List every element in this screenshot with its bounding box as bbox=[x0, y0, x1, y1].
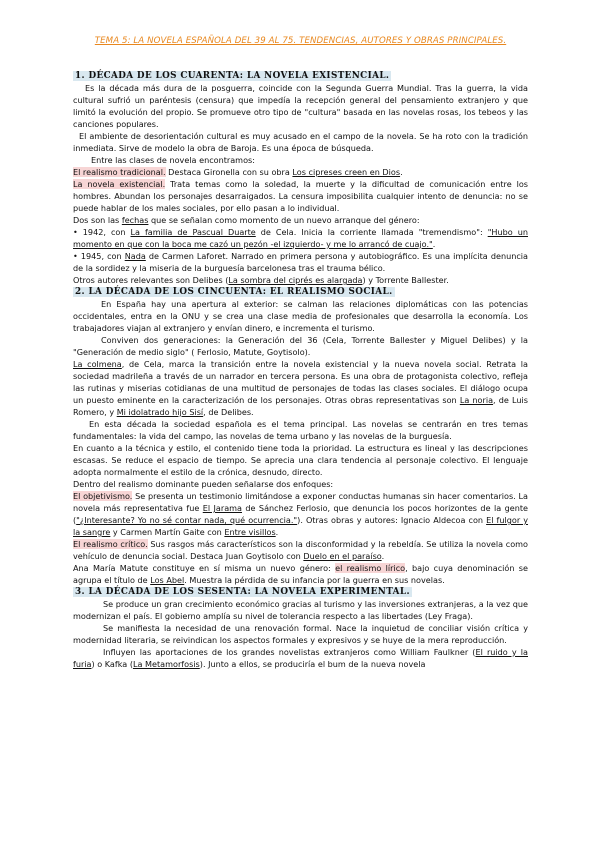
book-title: La Metamorfosis bbox=[132, 659, 200, 669]
book-title: Duelo en el paraíso bbox=[303, 551, 382, 561]
text-run: ) o Kafka ( bbox=[91, 659, 133, 669]
paragraph bbox=[73, 274, 528, 286]
book-title: Los Abel bbox=[150, 575, 185, 585]
text-run: • 1945, con bbox=[73, 251, 125, 261]
book-title: El fulgor y la sangre bbox=[73, 515, 529, 537]
text-run: Trata temas como la soledad, la muerte y la dificultad de comunicación entre los hombres. Abundan los personajes desarraigados. La censura imposibilita cualquier intento de denuncia: no se puede hablar de los males sociales, por ello pasan a lo individual. bbox=[73, 179, 528, 213]
text-run: Dos son las bbox=[73, 215, 122, 225]
text-run: Ana María Matute constituye en sí misma un nuevo género: bbox=[73, 563, 336, 573]
text-run: . bbox=[381, 551, 385, 561]
paragraph bbox=[73, 178, 528, 214]
text-run: , bajo cuya denominación se agrupa el título de bbox=[73, 563, 528, 585]
text-run: de Carmen Laforet. Narrado en primera persona y autobiográfico. Es una implícita denuncia de la sordidez y la miseria de la burguesía barcelonesa tras el trauma bélico. bbox=[73, 251, 528, 273]
book-title: La noria bbox=[459, 395, 494, 405]
paragraph bbox=[73, 226, 528, 250]
document-page bbox=[73, 36, 528, 670]
text-run: Destaca Gironella con su obra bbox=[165, 167, 293, 177]
text-run: y Carmen Martín Gaite con bbox=[110, 527, 225, 537]
paragraph bbox=[73, 358, 528, 418]
paragraph: En esta década la sociedad española es el tema principal. Las novelas se centrarán en tres temas fundamentales: la vida del campo, las novelas de tema urbano y las novelas de la burguesía. bbox=[73, 419, 528, 441]
text-run: . bbox=[432, 239, 436, 249]
book-title: Entre visillos bbox=[224, 527, 276, 537]
text-run: . bbox=[275, 527, 279, 537]
text-run: ). Otras obras y autores: Ignacio Aldecoa con bbox=[297, 515, 487, 525]
highlight-term: El realismo crítico. bbox=[73, 539, 148, 549]
highlight-term: La novela existencial. bbox=[73, 179, 166, 189]
paragraph: Conviven dos generaciones: la Generación del 36 (Cela, Torrente Ballester y Miguel Delibes) y la "Generación de medio siglo" ( Ferlosio, Matute, Goytisolo). bbox=[73, 335, 528, 357]
book-title: La sombra del ciprés es alargada bbox=[228, 275, 363, 285]
book-title: El ruido y la furia bbox=[73, 647, 528, 669]
section-heading-3-text: 3. LA DÉCADA DE LOS SESENTA: LA NOVELA EXPERIMENTAL. bbox=[75, 587, 410, 597]
text-run: Sus rasgos más característicos son la disconformidad y la rebeldía. Se utiliza la novela como vehículo de denuncia social. Destaca Juan Goytisolo con bbox=[73, 539, 528, 561]
text-run: Se presenta un testimonio limitándose a exponer conductas humanas sin hacer comentarios. La novela más representativa fue bbox=[73, 491, 528, 513]
text-run: . bbox=[400, 167, 403, 177]
text-run: ). Junto a ellos, se produciría el bum de la nueva novela bbox=[199, 659, 426, 669]
quote: "Hubo un momento en que con la boca me cazó un pezón -el izquierdo- y me lo arrancó de cuajo." bbox=[73, 227, 528, 249]
text-run: , de Delibes. bbox=[203, 407, 254, 417]
section-heading-2-text: 2. LA DÉCADA DE LOS CINCUENTA: EL REALISMO SOCIAL. bbox=[75, 287, 393, 297]
text-run: . Muestra la pérdida de su infancia por la guerra en sus novelas. bbox=[184, 575, 445, 585]
section-heading-2 bbox=[73, 286, 528, 298]
paragraph bbox=[73, 562, 528, 586]
paragraph: Es la década más dura de la posguerra, coincide con la Segunda Guerra Mundial. Tras la guerra, la vida cultural sufrió un paréntesis (censura) que impedía la recepción general del pensamiento extranjero y que limitó la evolución del propio. Se promueve otro tipo de "cultura" basada en las novelas rosas, los tebeos y las canciones populares. bbox=[73, 83, 528, 129]
quote: "¿Interesante? Yo no sé contar nada, qué ocurrencia." bbox=[76, 515, 298, 525]
text-run: Influyen las aportaciones de los grandes novelistas extranjeros como William Faulkner ( bbox=[103, 647, 476, 657]
paragraph bbox=[73, 646, 528, 670]
highlight-term: El objetivismo. bbox=[73, 491, 133, 501]
paragraph bbox=[73, 490, 528, 538]
paragraph bbox=[73, 214, 528, 226]
underlined-term: fechas bbox=[121, 215, 149, 225]
paragraph bbox=[73, 166, 528, 178]
text-run: que se señalan como momento de un nuevo arranque del género: bbox=[148, 215, 420, 225]
section-heading-1 bbox=[73, 70, 528, 82]
book-title: Los cipreses creen en Dios bbox=[292, 167, 401, 177]
paragraph: Entre las clases de novela encontramos: bbox=[91, 155, 255, 165]
paragraph: Dentro del realismo dominante pueden señalarse dos enfoques: bbox=[73, 479, 334, 489]
highlight-term: El realismo tradicional. bbox=[73, 167, 166, 177]
paragraph: Se produce un gran crecimiento económico gracias al turismo y las inversiones extranjeras, a la vez que modernizan el país. El gobierno amplía su nivel de tolerancia respecto a las libertades (Ley Fraga). bbox=[73, 599, 528, 621]
text-run: • 1942, con bbox=[73, 227, 131, 237]
book-title: El Jarama bbox=[202, 503, 242, 513]
section-heading-3 bbox=[73, 586, 528, 598]
document-title: TEMA 5: LA NOVELA ESPAÑOLA DEL 39 AL 75. TENDENCIAS, AUTORES Y OBRAS PRINCIPALES. bbox=[94, 36, 507, 46]
book-title: La colmena bbox=[73, 359, 122, 369]
paragraph: Se manifiesta la necesidad de una renovación formal. Nace la inquietud de conciliar visión crítica y modernidad literaria, se reivindican los aspectos formales y expresivos y se huye de la mera reproducción. bbox=[73, 623, 528, 645]
paragraph bbox=[73, 250, 528, 274]
highlight-term: el realismo lírico bbox=[335, 563, 406, 573]
paragraph: En España hay una apertura al exterior: se calman las relaciones diplomáticas con las potencias occidentales, entra en la ONU y se crea una clase media de profesionales que desarrolla la economía. Los trabajadores viajan al extranjero y envían dinero, e incrementa el turismo. bbox=[73, 299, 528, 333]
section-heading-1-text: 1. DÉCADA DE LOS CUARENTA: LA NOVELA EXISTENCIAL. bbox=[75, 71, 390, 81]
paragraph bbox=[73, 538, 528, 562]
text-run: , de Luis Romero, y bbox=[73, 395, 528, 417]
text-run: ) y Torrente Ballester. bbox=[362, 275, 449, 285]
text-run: de Cela. Inicia la corriente llamada "tremendismo": bbox=[255, 227, 488, 237]
book-title: Mi idolatrado hijo Sisí bbox=[116, 407, 204, 417]
paragraph: El ambiente de desorientación cultural es muy acusado en el campo de la novela. Se ha roto con la tradición inmediata. Sirve de modelo la obra de Baroja. Es una época de búsqueda. bbox=[73, 131, 528, 153]
paragraph: En cuanto a la técnica y estilo, el contenido tiene toda la prioridad. La estructura es lineal y las descripciones escasas. Se reduce el espacio de tiempo. Se aprecia una clara tendencia al personaje colectivo. El lenguaje adopta normalmente el estilo de la crónica, desnudo, directo. bbox=[73, 443, 528, 477]
book-title: La familia de Pascual Duarte bbox=[130, 227, 256, 237]
book-title: Nada bbox=[124, 251, 146, 261]
text-run: de Sánchez Ferlosio, que denuncia los pocos horizontes de la gente ( bbox=[73, 503, 528, 525]
text-run: , de Cela, marca la transición entre la novela existencial y la nueva novela social. Retrata la sociedad madrileña a través de un narrador en tercera persona. Es una obra de protagonista colectivo, refleja las rutinas y miserias cotidianas de una multitud de personajes de todas las clases sociales. El diálogo ocupa un puesto eminente en la caracterización de los personajes. Otras obras representativas son bbox=[73, 359, 528, 405]
text-run: Otros autores relevantes son Delibes ( bbox=[73, 275, 229, 285]
